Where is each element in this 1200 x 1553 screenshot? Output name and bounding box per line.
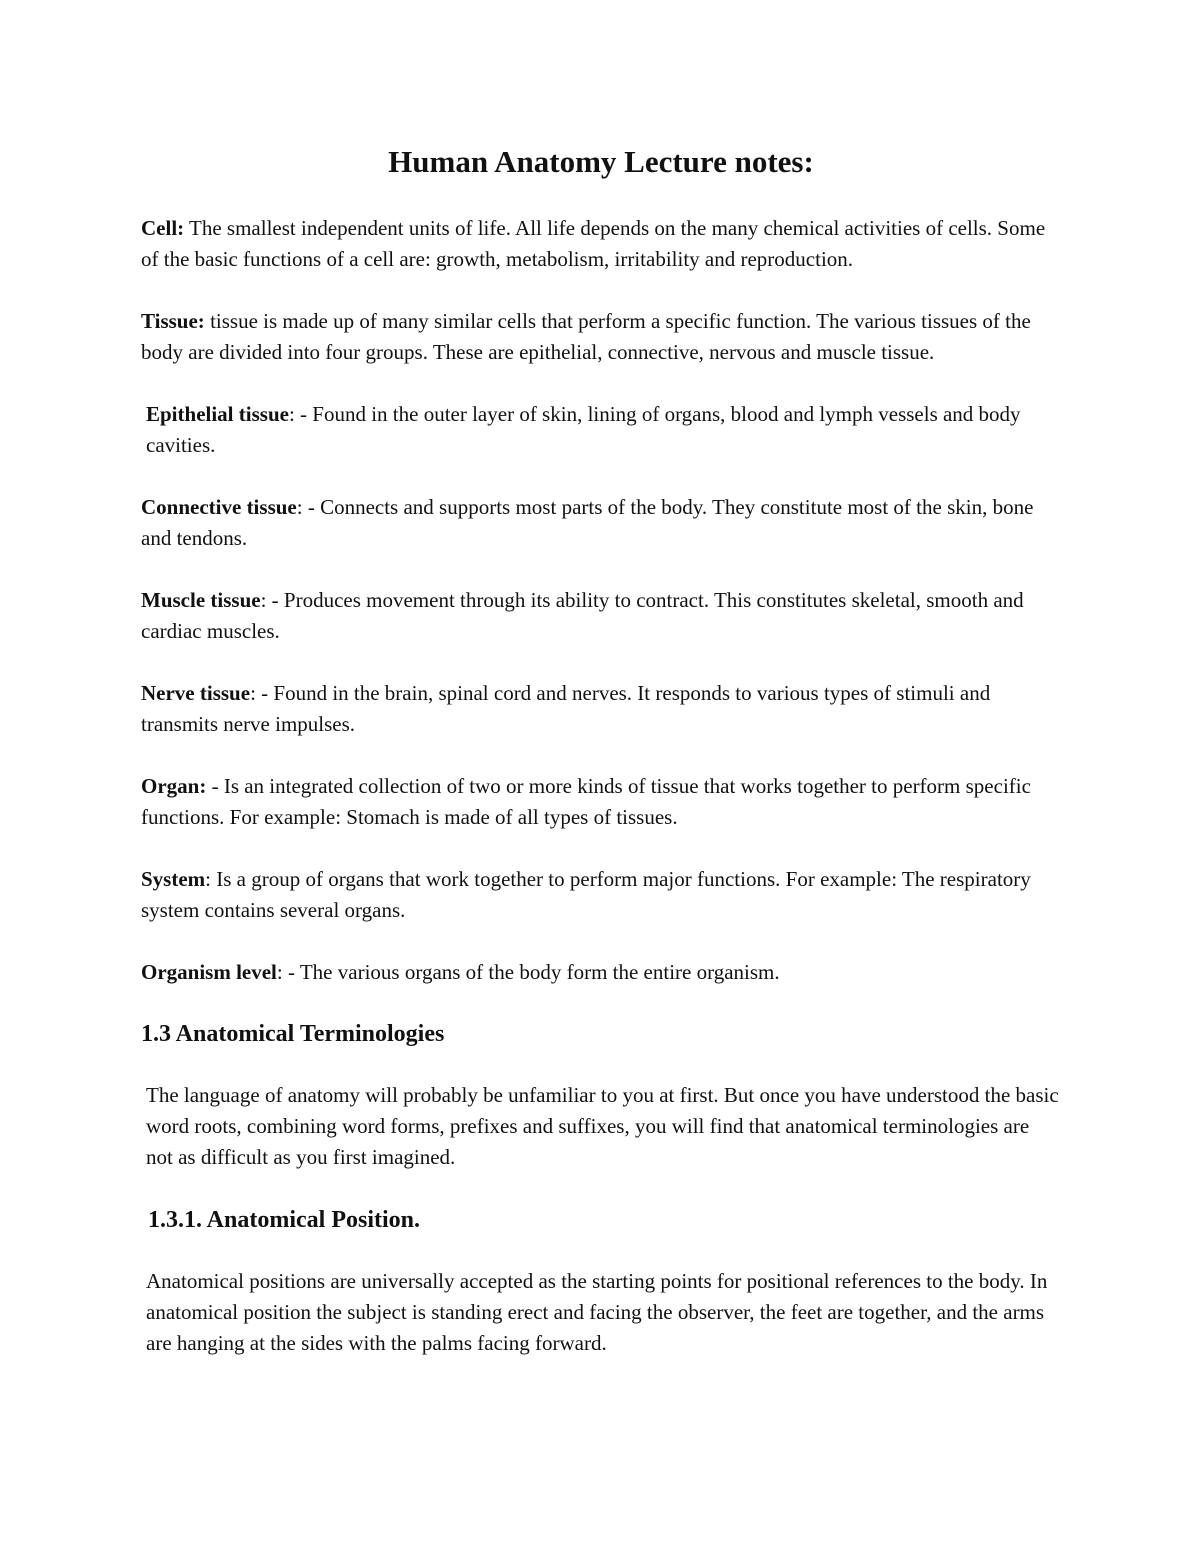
- term-label: Organism level: [141, 960, 277, 984]
- definition-nerve-tissue: [141, 678, 1061, 740]
- definition-system: [141, 864, 1061, 926]
- definition-cell: [141, 213, 1061, 275]
- term-text: The smallest independent units of life. All life depends on the many chemical activities of cells. Some of the basic functions of a cell are: growth, metabolism, irritability and reproduction.: [141, 216, 1046, 271]
- term-label: Epithelial tissue: [146, 402, 289, 426]
- section-body-anatomical-position: Anatomical positions are universally accepted as the starting points for positional references to the body. In anatomical position the subject is standing erect and facing the observer, the feet are together, and the arms are hanging at the sides with the palms facing forward.: [146, 1269, 1048, 1355]
- section-body-anatomical-terminologies: The language of anatomy will probably be unfamiliar to you at first. But once you have understood the basic word roots, combining word forms, prefixes and suffixes, you will find that anatomical terminologies are not as difficult as you first imagined.: [146, 1083, 1059, 1169]
- term-label: Muscle tissue: [141, 588, 261, 612]
- definition-connective-tissue: [141, 492, 1061, 554]
- section-heading-anatomical-terminologies: 1.3 Anatomical Terminologies: [141, 1021, 445, 1047]
- document-title: Human Anatomy Lecture notes:: [388, 144, 814, 179]
- definition-muscle-tissue: [141, 585, 1061, 647]
- definition-tissue: [141, 306, 1061, 368]
- term-text: : - Connects and supports most parts of the body. They constitute most of the skin, bone and tendons.: [141, 495, 1034, 550]
- term-label: Organ:: [141, 774, 207, 798]
- term-text: - Is an integrated collection of two or more kinds of tissue that works together to perform specific functions. For example: Stomach is made of all types of tissues.: [141, 774, 1031, 829]
- term-text: : - Produces movement through its ability to contract. This constitutes skeletal, smooth and cardiac muscles.: [141, 588, 1024, 643]
- definition-organism-level: [141, 957, 1061, 988]
- term-text: : - Found in the outer layer of skin, lining of organs, blood and lymph vessels and body cavities.: [146, 402, 1021, 457]
- section-heading-anatomical-position: 1.3.1. Anatomical Position.: [148, 1207, 421, 1233]
- term-label: Nerve tissue: [141, 681, 251, 705]
- term-text: : - Found in the brain, spinal cord and nerves. It responds to various types of stimuli and transmits nerve impulses.: [141, 681, 991, 736]
- document-page: [141, 143, 1061, 1390]
- term-text: : - The various organs of the body form the entire organism.: [276, 960, 780, 984]
- term-label: Cell:: [141, 216, 185, 240]
- term-label: Tissue:: [141, 309, 205, 333]
- term-label: Connective tissue: [141, 495, 297, 519]
- term-text: : Is a group of organs that work together to perform major functions. For example: The respiratory system contains several organs.: [141, 867, 1031, 922]
- term-text: tissue is made up of many similar cells that perform a specific function. The various tissues of the body are divided into four groups. These are epithelial, connective, nervous and muscle tissue.: [141, 309, 1031, 364]
- definition-organ: [141, 771, 1061, 833]
- term-label: System: [141, 867, 206, 891]
- definition-epithelial-tissue: [141, 399, 1061, 461]
